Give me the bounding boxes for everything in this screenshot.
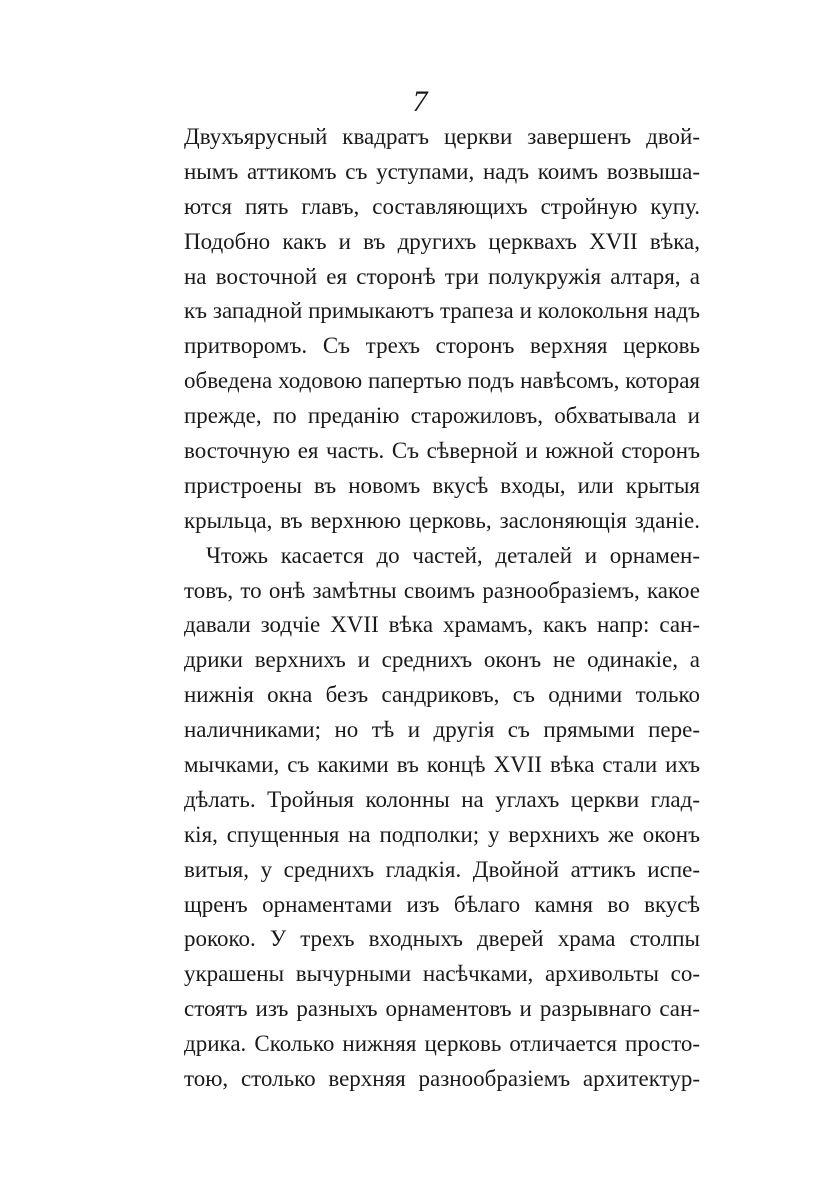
- text-line: восточную ея часть. Съ сѣверной и южной сторонъ: [184, 438, 700, 464]
- text-line: крыльца, въ верхнюю церковь, заслоняющія зданіе.: [184, 507, 700, 533]
- text-line: щренъ орнаментами изъ бѣлаго камня во вкусѣ: [184, 891, 700, 917]
- text-line: ются пять главъ, составляющихъ стройную купу.: [184, 193, 700, 219]
- text-line: кія, спущенныя на подполки; у верхнихъ же оконъ: [184, 821, 700, 847]
- text-line: обведена ходовою папертью подъ навѣсомъ, которая: [184, 368, 700, 394]
- text-line: дрика. Сколько нижняя церковь отличается просто-: [184, 1031, 700, 1057]
- text-line: на восточной ея сторонѣ три полукружія алтаря, а: [184, 263, 700, 289]
- text-line: тою, столько верхняя разнообразіемъ архитектур-: [184, 1066, 700, 1092]
- text-line: наличниками; но тѣ и другія съ прямыми пере-: [184, 717, 700, 743]
- text-line: дрики верхнихъ и среднихъ оконъ не одинакіе, а: [184, 647, 700, 673]
- text-line: мычками, съ какими въ концѣ XVII вѣка стали ихъ: [184, 752, 700, 778]
- text-line: стоятъ изъ разныхъ орнаментовъ и разрывнаго сан-: [184, 996, 700, 1022]
- text-line: дѣлать. Тройныя колонны на углахъ церкви глад-: [184, 786, 700, 812]
- text-line: притворомъ. Съ трехъ сторонъ верхняя церковь: [184, 333, 700, 359]
- text-line: нымъ аттикомъ съ уступами, надъ коимъ возвыша-: [184, 158, 700, 184]
- text-line: украшены вычурными насѣчками, архивольты со-: [184, 961, 700, 987]
- text-line: Чтожь касается до частей, деталей и орнамен-: [206, 542, 700, 568]
- text-line: рококо. У трехъ входныхъ дверей храма столпы: [184, 926, 700, 952]
- text-line: Двухъярусный квадратъ церкви завершенъ двой-: [184, 124, 700, 149]
- text-line: пристроены въ новомъ вкусѣ входы, или крытыя: [184, 472, 700, 498]
- body-text: [184, 120, 700, 1097]
- text-line: товъ, то онѣ замѣтны своимъ разнообразіемъ, какое: [184, 577, 700, 603]
- page-number: 7: [412, 85, 428, 118]
- text-line: Подобно какъ и въ другихъ церквахъ XVII вѣка,: [184, 228, 700, 254]
- text-line: къ западной примыкаютъ трапеза и колокольня надъ: [184, 298, 700, 324]
- text-line: прежде, по преданію старожиловъ, обхватывала и: [184, 403, 700, 429]
- text-line: витыя, у среднихъ гладкія. Двойной аттикъ испе-: [184, 856, 700, 882]
- text-line: давали зодчіе XVII вѣка храмамъ, какъ напр: сан-: [184, 612, 700, 638]
- text-line: нижнія окна безъ сандриковъ, съ одними только: [184, 682, 700, 708]
